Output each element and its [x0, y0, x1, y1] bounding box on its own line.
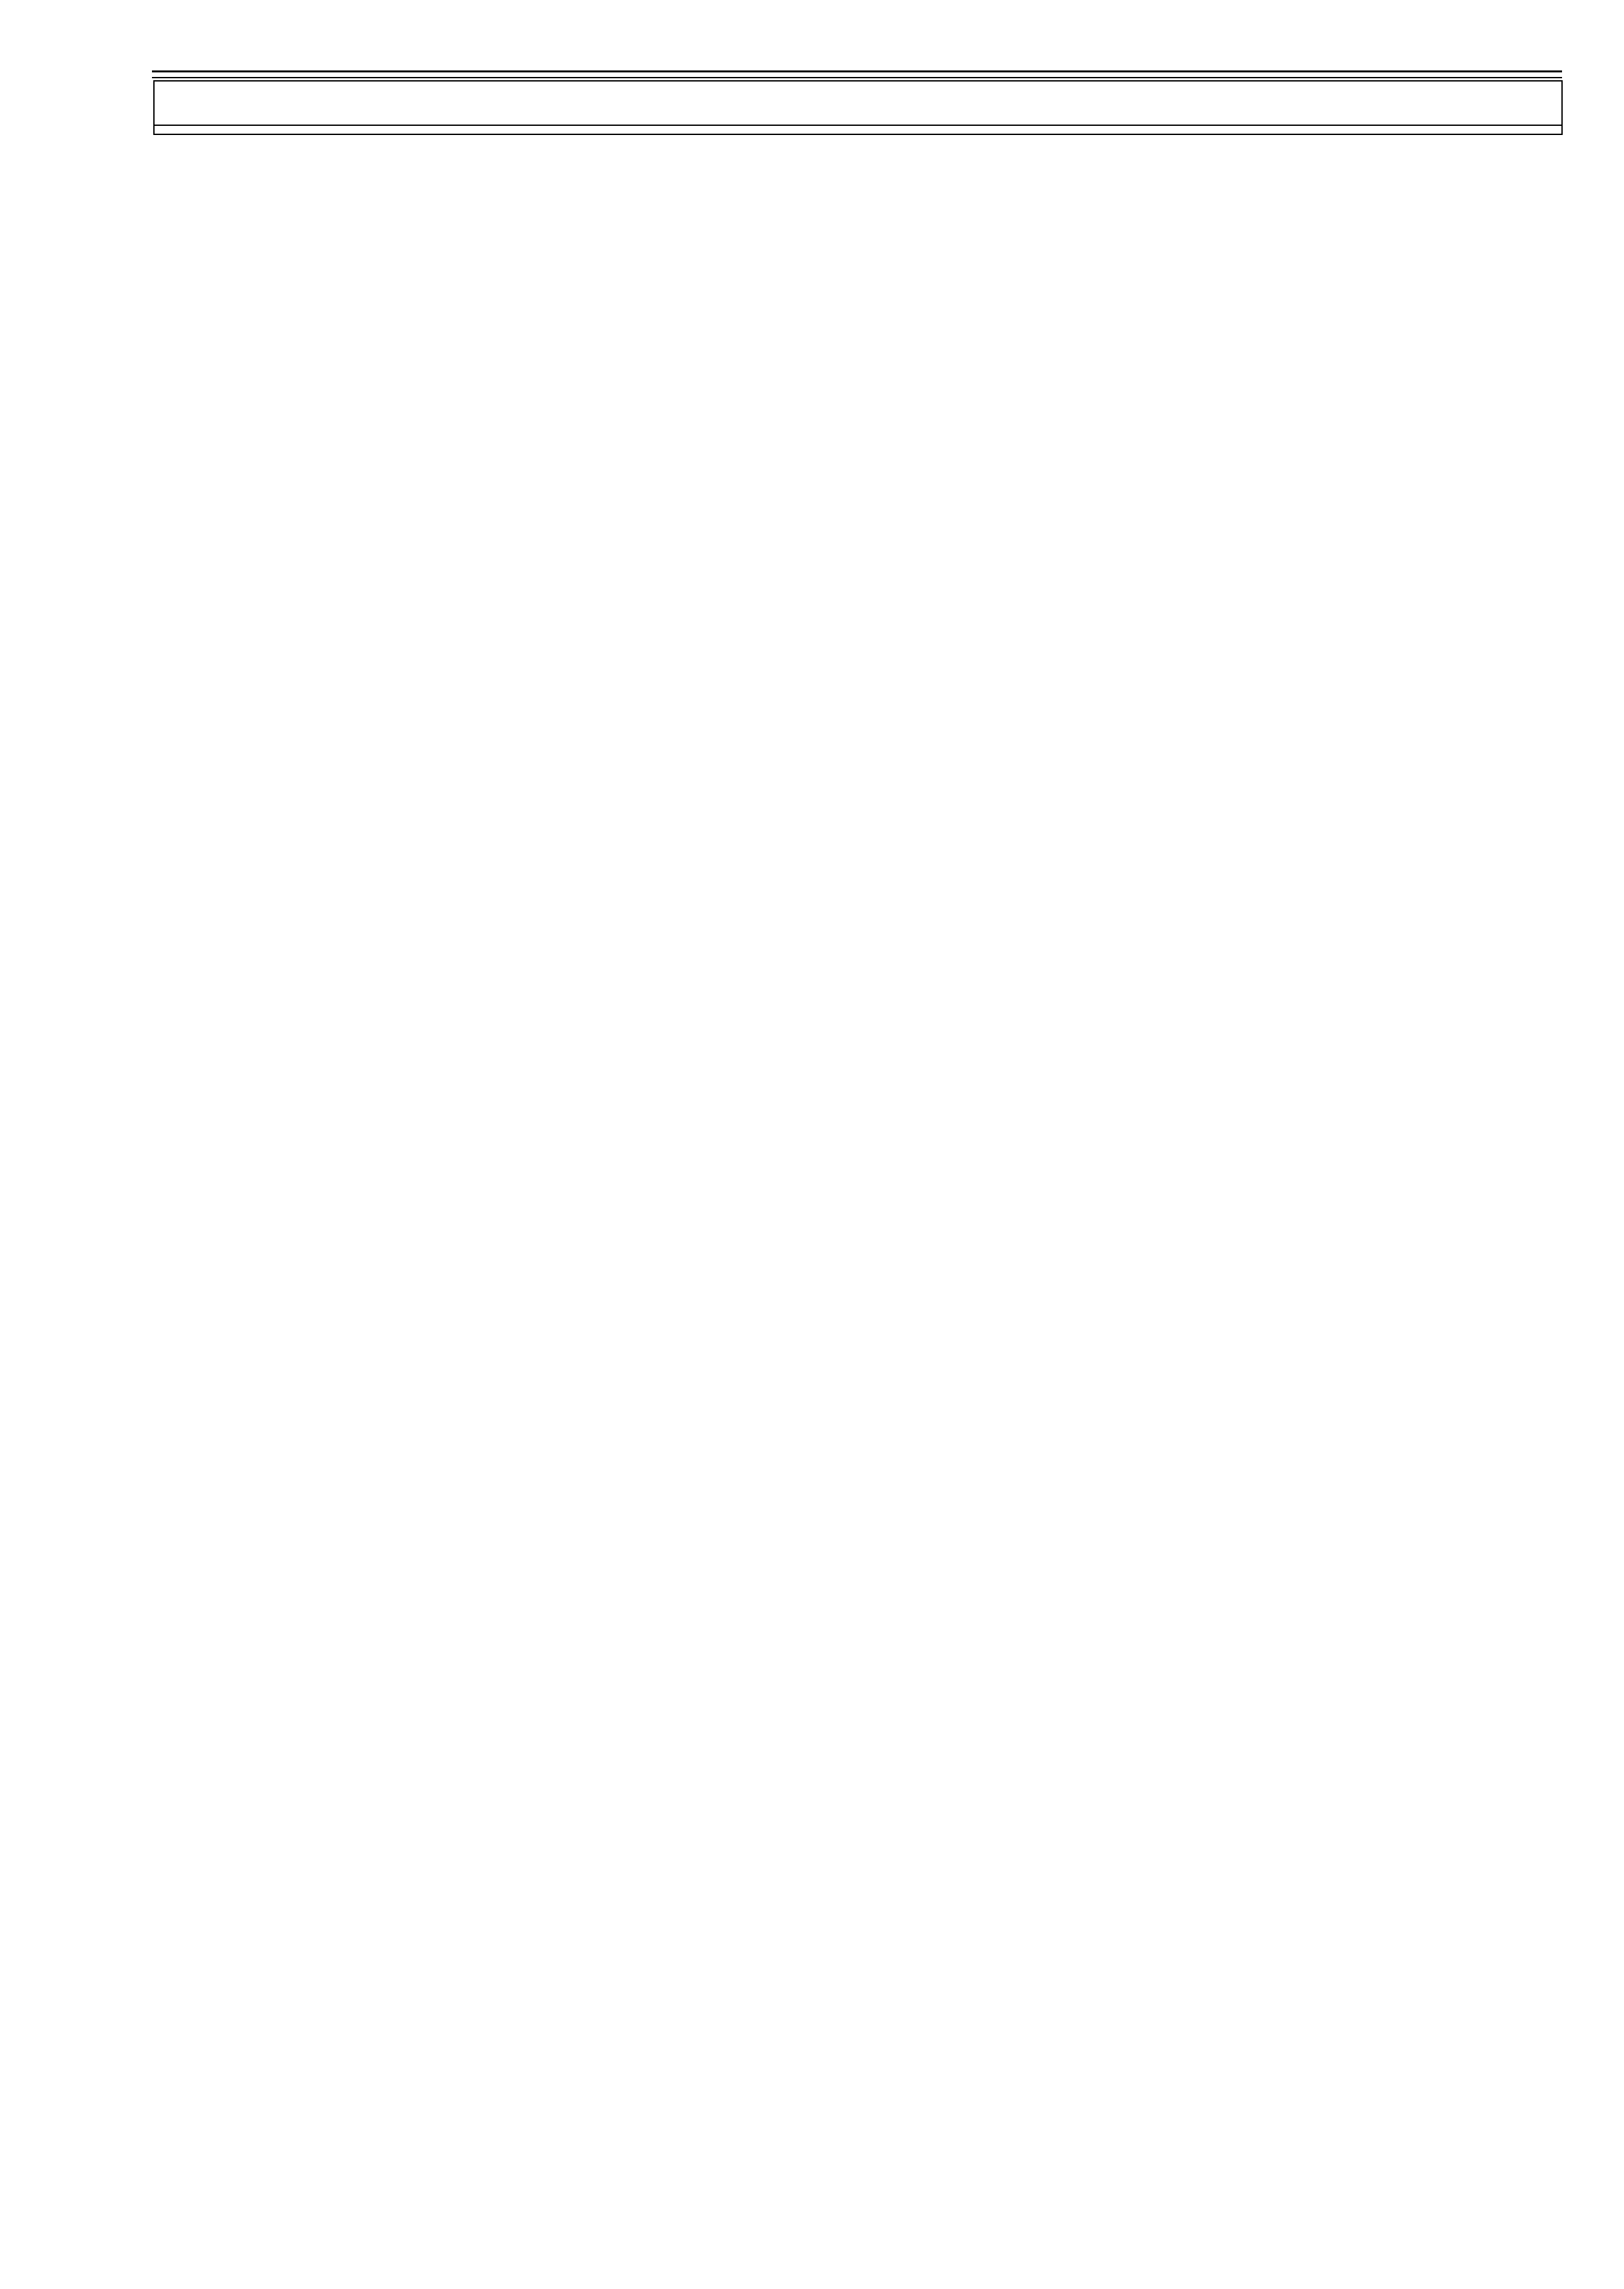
- header-rule: [152, 70, 1562, 72]
- section-heading: [154, 125, 1562, 134]
- unit-line: [324, 96, 1555, 125]
- header-rule-thin: [152, 77, 1562, 78]
- table-title-block: [154, 81, 1562, 134]
- rates-table: [153, 80, 1563, 135]
- table-title-row: [154, 81, 1562, 125]
- table-title-cell: [154, 81, 1562, 125]
- section-row: [154, 125, 1562, 134]
